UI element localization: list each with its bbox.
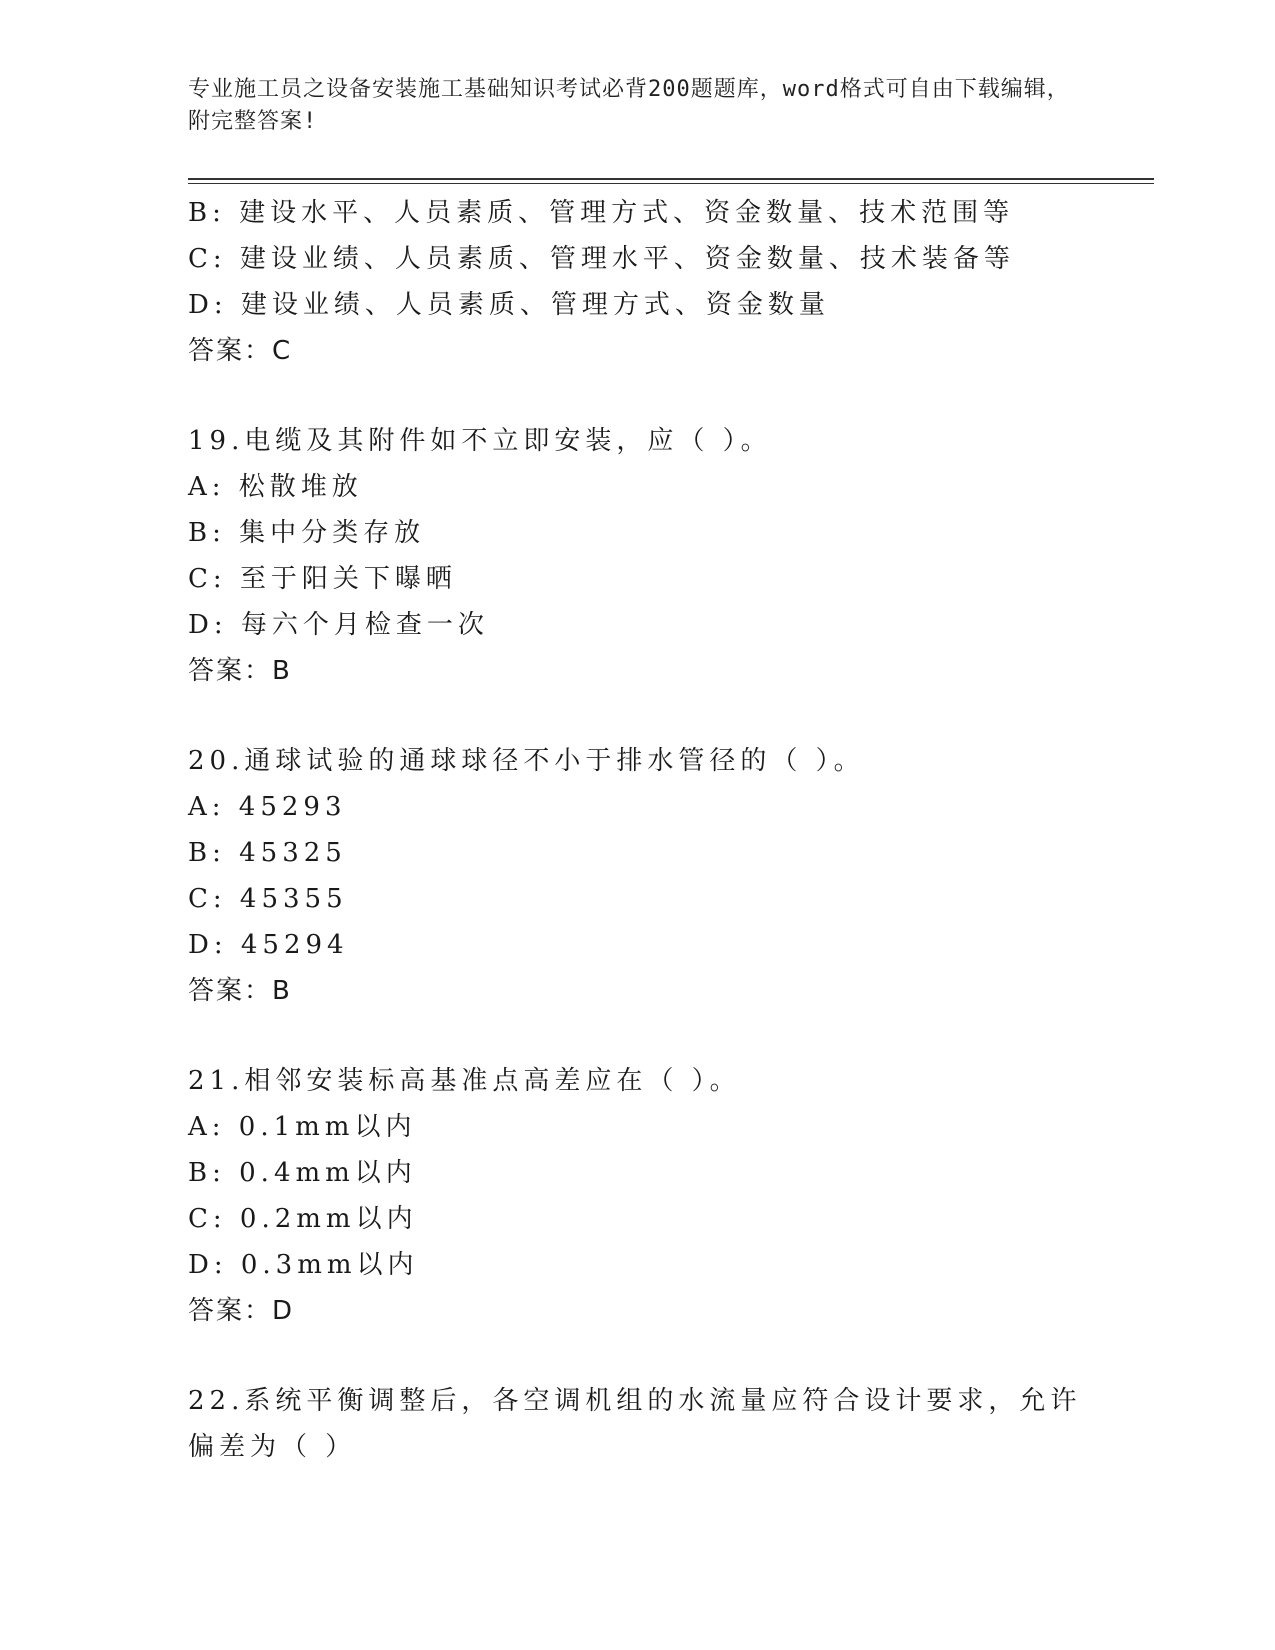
answer-line: 答案：C <box>188 336 293 366</box>
option-d: D: 0.3mm以内 <box>188 1250 419 1280</box>
option-d: D: 每六个月检查一次 <box>188 610 489 640</box>
answer-line: 答案：B <box>188 656 292 686</box>
question-19 <box>188 418 1148 694</box>
option-c: C: 0.2mm以内 <box>188 1204 418 1234</box>
answer-line: 答案：D <box>188 1296 295 1326</box>
header-rule-thick <box>188 178 1154 180</box>
option-a: A: 45293 <box>188 792 347 822</box>
spacer <box>188 694 1148 738</box>
option-b: B: 集中分类存放 <box>188 518 426 548</box>
header-rule-thin <box>188 183 1154 184</box>
option-d: D: 建设业绩、人员素质、管理方式、资金数量 <box>188 290 830 320</box>
question-stem: 22.系统平衡调整后，各空调机组的水流量应符合设计要求，允许偏差为（ ） <box>188 1386 1082 1462</box>
option-b: B: 0.4mm以内 <box>188 1158 417 1188</box>
spacer <box>188 374 1148 418</box>
spacer <box>188 1014 1148 1058</box>
question-18-tail <box>188 190 1148 374</box>
question-stem: 21.相邻安装标高基准点高差应在（ ）。 <box>188 1066 741 1096</box>
spacer <box>188 1334 1148 1378</box>
option-a: A: 0.1mm以内 <box>188 1112 417 1142</box>
answer-line: 答案：B <box>188 976 292 1006</box>
option-c: C: 建设业绩、人员素质、管理水平、资金数量、技术装备等 <box>188 244 1015 274</box>
question-22 <box>188 1378 1148 1470</box>
option-c: C: 45355 <box>188 884 348 914</box>
question-21 <box>188 1058 1148 1334</box>
option-d: D: 45294 <box>188 930 349 960</box>
question-stem: 19.电缆及其附件如不立即安装，应（ ）。 <box>188 426 772 456</box>
option-c: C: 至于阳关下曝晒 <box>188 564 457 594</box>
option-b: B: 45325 <box>188 838 347 868</box>
option-b: B: 建设水平、人员素质、管理方式、资金数量、技术范围等 <box>188 198 1015 228</box>
document-header: 专业施工员之设备安装施工基础知识考试必背200题题库，word格式可自由下载编辑，附完整答案! <box>188 77 1070 134</box>
question-stem: 20.通球试验的通球球径不小于排水管径的（ ）。 <box>188 746 865 776</box>
option-a: A: 松散堆放 <box>188 472 363 502</box>
document-content <box>188 190 1148 1470</box>
question-20 <box>188 738 1148 1014</box>
